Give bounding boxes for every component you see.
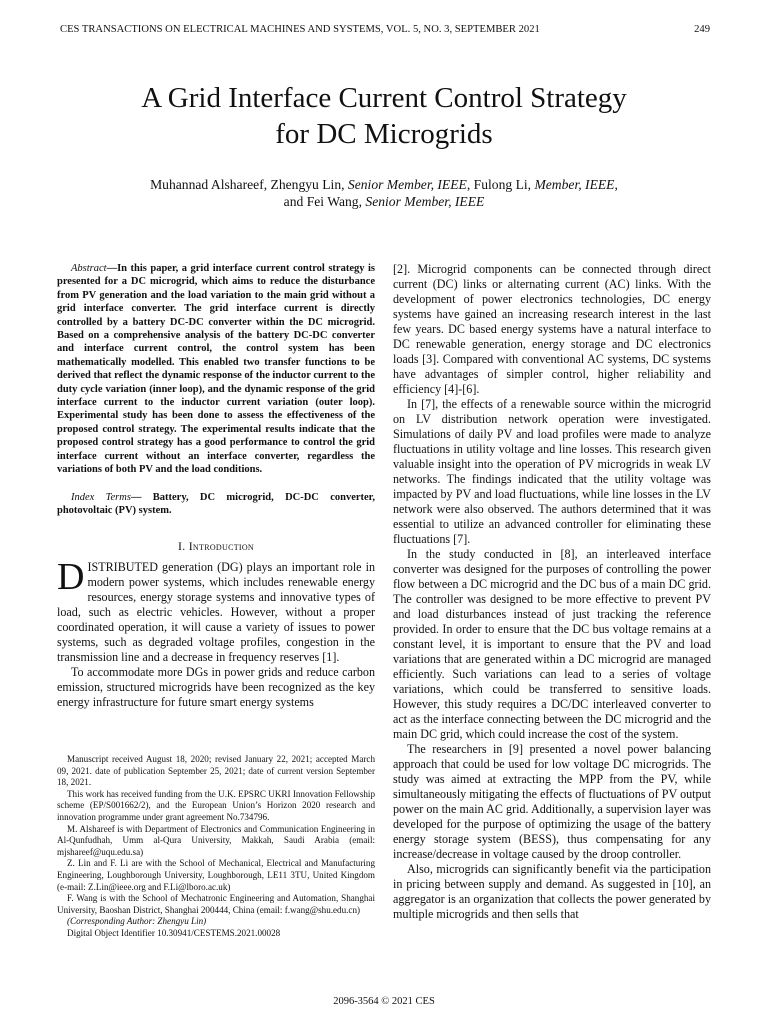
- abstract: [57, 262, 375, 477]
- footnote-received: Manuscript received August 18, 2020; revised January 22, 2021; accepted March 09, 2021. date of publication September 25, 2021; date of current version September 18, 2021.: [57, 754, 375, 788]
- author-role-2: Member, IEEE: [534, 177, 615, 192]
- footnote-author-2: Z. Lin and F. Li are with the School of Mechanical, Electrical and Manufacturing Engineering, Loughborough University, Loughborough, LE11 3TU, United Kingdom (e-mail: Z.Lin@ieee.org and F.Li@lboro.ac.uk): [57, 858, 375, 892]
- author-line-2: [0, 193, 768, 210]
- page-number: 249: [694, 24, 710, 35]
- index-terms-text: — Battery, DC microgrid, DC-DC converter, photovoltaic (PV) system.: [57, 491, 376, 516]
- intro-paragraph-1-text: ISTRIBUTED generation (DG) plays an important role in modern power systems, which includes renewable energy resources, energy storage systems and innovative types of load, such as electric vehicles. However, without a proper coordinated operation, it will cause a variety of issues to power systems, such as degraded voltage profiles, congestion in the transmission line and a decrease in frequency reserves [1].: [57, 560, 375, 665]
- author-list: [0, 176, 768, 210]
- author-sep: ,: [614, 177, 618, 192]
- body-paragraph-2: In [7], the effects of a renewable source within the microgrid on LV distribution network operation were investigated. Simulations of daily PV and load profiles were made to analyze fluctuations in utility voltage and line losses. This research given valuable insight into the operation of PV microgrids in weak LV networks. The findings indicated that the utility voltage was impacted by PV and load fluctuations, while line losses in the LV network were also observed. The authors determined that it was essential to utilize an advanced controller for eliminating these fluctuations [7].: [393, 397, 711, 546]
- footnote-author-3: F. Wang is with the School of Mechatronic Engineering and Automation, Shanghai University, Baoshan District, Shanghai 200444, China (email: f.wang@shu.edu.cn): [57, 893, 375, 915]
- index-terms-label: Index Terms: [71, 491, 131, 503]
- left-column: [57, 262, 375, 710]
- title-line-1: A Grid Interface Current Control Strategy: [141, 82, 627, 114]
- intro-paragraph-2: To accommodate more DGs in power grids and reduce carbon emission, structured microgrids have been recognized as the key energy infrastructure for future smart energy systems: [57, 665, 375, 710]
- body-paragraph-1: [2]. Microgrid components can be connected through direct current (DC) links or alternating current (AC) links. With the development of power electronics technologies, DC energy systems have gained an increasing research interest in the last few years. DC based energy systems have a natural interface to DC renewable generation, energy storage and DC electronics loads [3]. Compared with conventional AC systems, DC systems have advantages of simpler control, higher reliability and efficiency [4]-[6].: [393, 262, 711, 396]
- title-line-2: for DC Microgrids: [275, 118, 493, 150]
- footnotes: [57, 754, 375, 940]
- corresponding-author: (Corresponding Author: Zhengyu Lin): [67, 916, 207, 927]
- author-names-3: and Fei Wang,: [283, 194, 366, 209]
- running-header: [60, 24, 710, 40]
- footnote-author-1: M. Alshareef is with Department of Electronics and Communication Engineering in Al-Qunfudhah, Umm al-Qura University, Makkah, Saudi Arabia (email: mjshareef@uqu.edu.sa): [57, 823, 375, 857]
- author-line-1: [0, 176, 768, 193]
- body-paragraph-5: Also, microgrids can significantly benefit via the participation in pricing between supply and demand. As suggested in [10], an aggregator is an organization that collects the power generated by multiple microgrids and then sells that: [393, 862, 711, 921]
- body-paragraph-3: In the study conducted in [8], an interleaved interface converter was designed for the purposes of controlling the power flow between a DC microgrid and the DC bus of a main DC grid. The controller was designed to be more effective to prevent PV and load disturbances instead of just tracking the reference provided. In order to ensure that the DC bus voltage remains at a constant level, it is important to ensure that the PV and load variations that are generated within a DC microgrid are managed efficiently. Such variations can lead to a series of voltage variations, which could be transferred to sensitive loads. However, this study requires a DC/DC interleaved converter to act as the interface connecting between the DC microgrid and the main DC grid, which could increase the cost of the system.: [393, 547, 711, 741]
- abstract-label: Abstract: [71, 263, 107, 274]
- section-number: I.: [177, 539, 186, 554]
- footnote-funding: This work has received funding from the U.K. EPSRC UKRI Innovation Fellowship scheme (EP/S001662/2), and the European Union’s Horizon 2020 research and innovation programme under grant agreement No.734796.: [57, 788, 375, 822]
- index-terms: [57, 491, 375, 518]
- section-heading: [57, 539, 375, 554]
- doi: Digital Object Identifier 10.30941/CESTEMS.2021.00028: [67, 927, 281, 938]
- right-column: [393, 262, 711, 922]
- abstract-text: —In this paper, a grid interface current control strategy is presented for a DC microgrid, which aims to reduce the disturbance from PV generation and the load variation to the main grid without a grid interface converter. The grid interface current is directly controlled by a battery DC-DC converter within the DC microgrid. Based on a comprehensive analysis of the battery DC-DC converter and interface current control, the control system has been mathematically modelled. This enabled two transfer functions to be derived that reflect the dynamic response of the inductor current to the duty cycle variation (inner loop), and the dynamic response of the grid interface current to the inductor current variation (outer loop). Experimental study has been done to assess the effectiveness of the proposed control strategy. The experimental results indicate that the proposed control strategy has a good performance to control the grid interface current without an interface converter, regardless the variations of both PV and the load conditions.: [57, 263, 375, 476]
- author-role-3: Senior Member, IEEE: [365, 194, 485, 209]
- paper-title: [0, 80, 768, 152]
- body-paragraph-4: The researchers in [9] presented a novel power balancing approach that could be used for low voltage DC microgrids. The study was aimed at extracting the MPP from the PV, while simultaneously mitigating the effects of fluctuations of PV output power on the main AC grid. Additionally, a supervision layer was developed for the purpose of optimizing the usage of the battery energy storage system (BESS), thus compensating for any increase/decrease in voltage caused by the droop controller.: [393, 742, 711, 861]
- author-names-1: Muhannad Alshareef, Zhengyu Lin,: [150, 177, 348, 192]
- journal-header: CES TRANSACTIONS ON ELECTRICAL MACHINES AND SYSTEMS, VOL. 5, NO. 3, SEPTEMBER 2021: [60, 24, 540, 35]
- author-names-2: , Fulong Li,: [466, 177, 535, 192]
- drop-cap: D: [57, 556, 85, 599]
- intro-paragraph-1: [57, 556, 375, 665]
- author-role-1: Senior Member, IEEE: [347, 177, 467, 192]
- section-title: Introduction: [188, 539, 255, 554]
- page-footer: 2096-3564 © 2021 CES: [333, 996, 435, 1007]
